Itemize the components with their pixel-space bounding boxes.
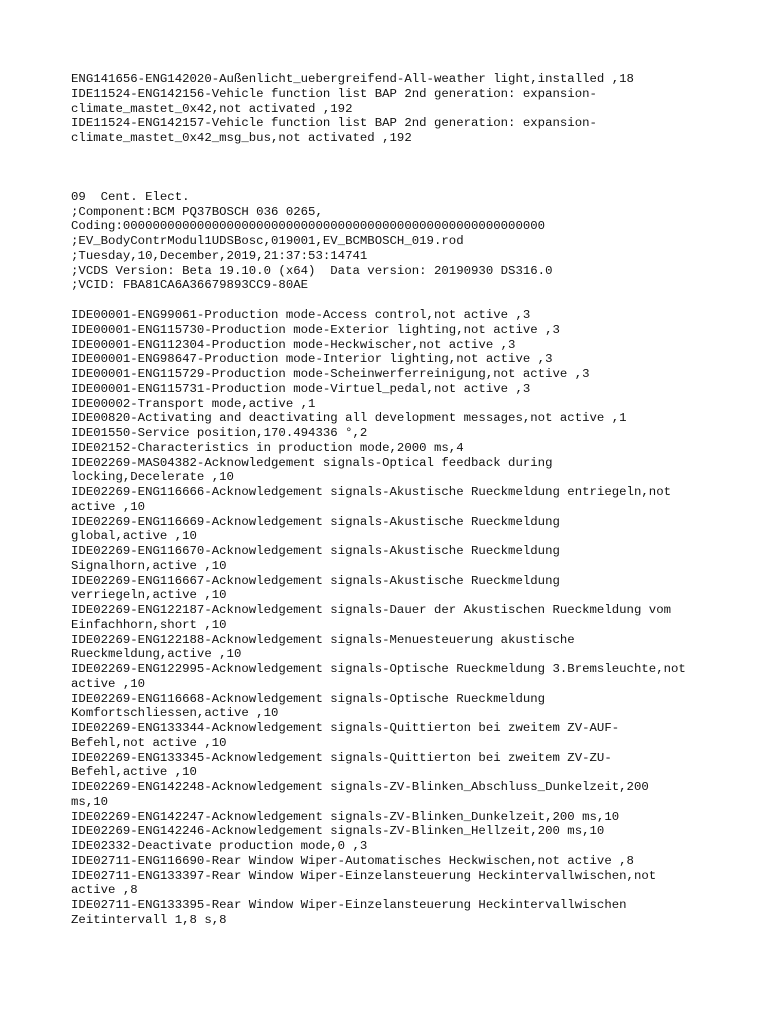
adaptation-entry-line: IDE02711-ENG133395-Rear Window Wiper-Einzelansteuerung Heckintervallwischen: [71, 898, 627, 912]
date-line: ;Tuesday,10,December,2019,21:37:53:14741: [71, 248, 368, 263]
document-line: IDE11524-ENG142156-Vehicle function list BAP 2nd generation: expansion-: [71, 86, 597, 101]
component-line: ;Component:BCM PQ37BOSCH 036 0265,: [71, 204, 323, 219]
adaptation-entry-line: ms,10: [71, 794, 109, 809]
adaptation-entry-line: Rueckmeldung,active ,10: [71, 647, 242, 662]
section-gap: [71, 146, 711, 190]
adaptation-entry-line: IDE01550-Service position,170.494336 °,2: [71, 426, 368, 440]
adaptation-entry-line: locking,Decelerate ,10: [71, 470, 234, 485]
adaptation-entry-line: IDE02269-ENG116667-Acknowledgement signals-Akustische Rueckmeldung: [71, 573, 560, 588]
adaptation-entry-line: IDE02269-ENG142247-Acknowledgement signals-ZV-Blinken_Dunkelzeit,200 ms,10: [71, 809, 620, 824]
adaptation-entry-line: IDE02269-ENG116670-Acknowledgement signals-Akustische Rueckmeldung: [71, 544, 560, 558]
adaptation-entry-line: IDE02269-ENG142248-Acknowledgement signals-ZV-Blinken_Abschluss_Dunkelzeit,200: [71, 780, 649, 794]
document-line: IDE11524-ENG142157-Vehicle function list BAP 2nd generation: expansion-: [71, 116, 597, 131]
adaptation-entry-line: active ,10: [71, 676, 146, 691]
adaptation-entry-line: IDE02269-MAS04382-Acknowledgement signals-Optical feedback during: [71, 455, 553, 470]
adaptation-entry-line: verriegeln,active ,10: [71, 588, 227, 603]
adaptation-entry-line: IDE00001-ENG115731-Production mode-Virtuel_pedal,not active ,3: [71, 381, 531, 396]
document-line: climate_mastet_0x42,not activated ,192: [71, 101, 353, 116]
rod-file-line: ;EV_BodyContrModul1UDSBosc,019001,EV_BCMBOSCH_019.rod: [71, 234, 464, 248]
adaptation-entries-section: [71, 308, 711, 928]
adaptation-entry-line: IDE02332-Deactivate production mode,0 ,3: [71, 839, 368, 853]
adaptation-entry-line: IDE02269-ENG122995-Acknowledgement signals-Optische Rueckmeldung 3.Bremsleuchte,not: [71, 662, 686, 676]
adaptation-entry-line: IDE02711-ENG133397-Rear Window Wiper-Einzelansteuerung Heckintervallwischen,not: [71, 868, 657, 883]
adaptation-entry-line: IDE02711-ENG116690-Rear Window Wiper-Automatisches Heckwischen,not active ,8: [71, 853, 634, 868]
adaptation-entry-line: Befehl,active ,10: [71, 765, 197, 780]
adaptation-entry-line: active ,8: [71, 883, 138, 898]
adaptation-entry-line: IDE02269-ENG116666-Acknowledgement signals-Akustische Rueckmeldung entriegeln,not: [71, 485, 672, 499]
adaptation-entry-line: IDE02269-ENG133345-Acknowledgement signals-Quittierton bei zweitem ZV-ZU-: [71, 750, 612, 765]
adaptation-entry-line: IDE02269-ENG116668-Acknowledgement signals-Optische Rueckmeldung: [71, 691, 546, 706]
adaptation-entry-line: IDE00001-ENG112304-Production mode-Heckwischer,not active ,3: [71, 337, 516, 352]
module-header-line: 09 Cent. Elect.: [71, 189, 190, 204]
adaptation-entry-line: IDE02269-ENG142246-Acknowledgement signals-ZV-Blinken_Hellzeit,200 ms,10: [71, 824, 605, 839]
adaptation-entry-line: active ,10: [71, 499, 146, 514]
adaptation-entry-line: IDE02152-Characteristics in production mode,2000 ms,4: [71, 440, 464, 455]
module-header-section: [71, 190, 711, 293]
adaptation-entry-line: Einfachhorn,short ,10: [71, 617, 227, 632]
adaptation-entry-line: Zeitintervall 1,8 s,8: [71, 912, 227, 927]
document-line: ENG141656-ENG142020-Außenlicht_uebergreifend-All-weather light,installed ,18: [71, 72, 634, 86]
adaptation-entry-line: IDE00820-Activating and deactivating all development messages,not active ,1: [71, 411, 627, 426]
vcds-version-line: ;VCDS Version: Beta 19.10.0 (x64) Data version: 20190930 DS316.0: [71, 263, 553, 278]
adaptation-entry-line: IDE00001-ENG98647-Production mode-Interior lighting,not active ,3: [71, 352, 553, 367]
document-line: climate_mastet_0x42_msg_bus,not activated ,192: [71, 131, 412, 145]
adaptation-entry-line: IDE00002-Transport mode,active ,1: [71, 396, 316, 411]
coding-line: Coding:000000000000000000000000000000000000000000000000000000000: [71, 219, 546, 234]
adaptation-entry-line: IDE02269-ENG133344-Acknowledgement signals-Quittierton bei zweitem ZV-AUF-: [71, 721, 620, 735]
adaptation-entry-line: global,active ,10: [71, 529, 197, 544]
adaptation-entry-line: Signalhorn,active ,10: [71, 558, 227, 573]
adaptation-entry-line: Befehl,not active ,10: [71, 735, 227, 750]
adaptation-entry-line: IDE00001-ENG115729-Production mode-Scheinwerferreinigung,not active ,3: [71, 367, 590, 381]
adaptation-entry-line: IDE02269-ENG122188-Acknowledgement signals-Menuesteuerung akustische: [71, 632, 575, 647]
adaptation-entry-line: IDE02269-ENG116669-Acknowledgement signals-Akustische Rueckmeldung: [71, 514, 560, 529]
document-page: [71, 72, 711, 928]
adaptation-entry-line: IDE00001-ENG99061-Production mode-Access control,not active ,3: [71, 308, 531, 322]
section-gap: [71, 293, 711, 308]
adaptation-entry-line: IDE02269-ENG122187-Acknowledgement signals-Dauer der Akustischen Rueckmeldung vom: [71, 603, 672, 617]
adaptation-entry-line: Komfortschliessen,active ,10: [71, 706, 279, 721]
top-section: [71, 72, 711, 146]
adaptation-entry-line: IDE00001-ENG115730-Production mode-Exterior lighting,not active ,3: [71, 322, 560, 337]
vcid-line: ;VCID: FBA81CA6A36679893CC9-80AE: [71, 278, 309, 293]
